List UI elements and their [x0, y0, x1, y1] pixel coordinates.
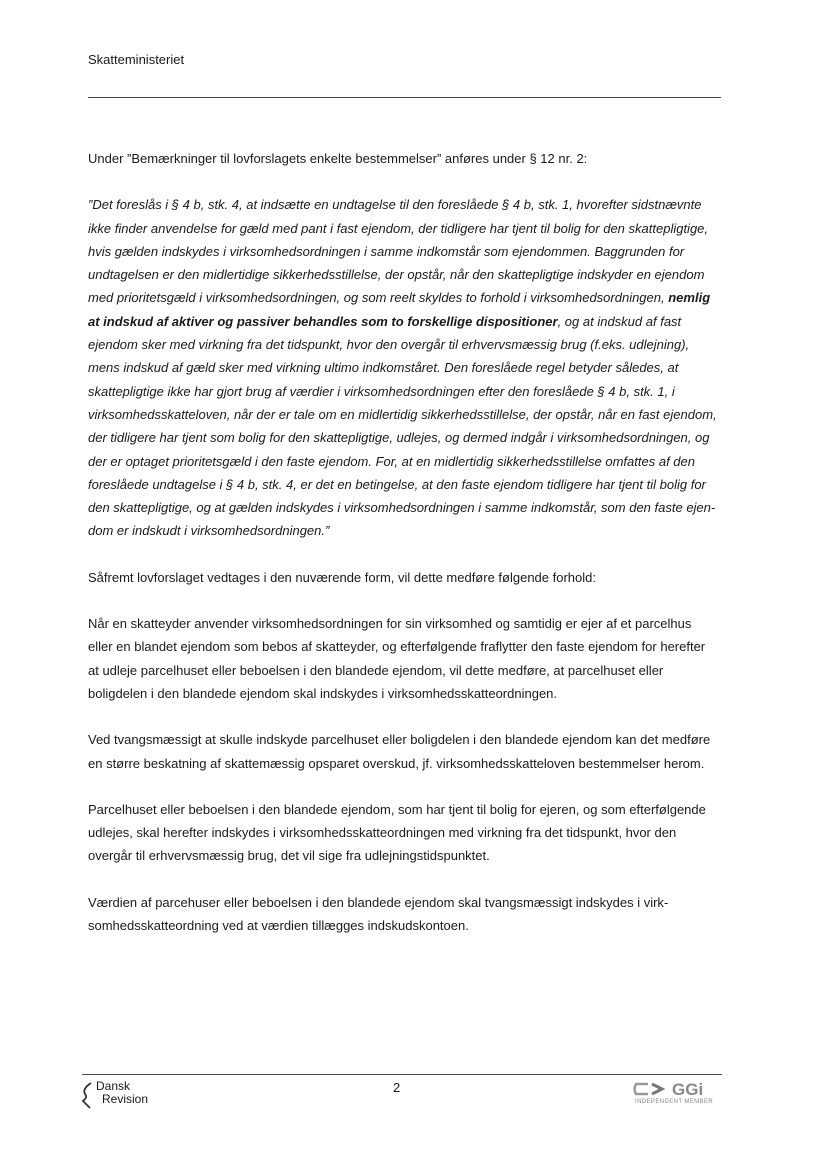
- ggi-subtitle: INDEPENDENT MEMBER: [635, 1099, 714, 1105]
- dansk-revision-mark-icon: [80, 1080, 96, 1110]
- quote-bold-emphasis: nemlig at indskud af aktiver og passiver behandles som to forskellige dispositioner: [88, 290, 711, 329]
- body-paragraph-5: Værdien af parcehuser eller beboelsen i den blandede ejendom skal tvangsmæssigt indskydes i virksomhedsskatteordning ved at værdien tillægges indskudskontoen.: [88, 894, 669, 934]
- body-paragraph-4: Parcelhuset eller beboelsen i den blandede ejendom, som har tjent til bolig for ejeren, og som efterfølgende udlejes, skal herefter indskydes i virksomhedsskatteordningen med virkning fra det tidspunkt, hvor den overgår til erhvervsmæssig brug, det vil sige fra udlejningstidspunktet.: [88, 801, 706, 864]
- intro-paragraph: Under ”Bemærkninger til lovforslagets enkelte bestemmelser” anføres under § 12 nr. 2:: [88, 151, 588, 166]
- dansk-revision-logo: [80, 1080, 170, 1110]
- ggi-mark-icon: [632, 1079, 722, 1099]
- quoted-paragraph: [88, 193, 718, 542]
- logo-text-dansk: Dansk: [96, 1079, 131, 1093]
- body-paragraph-2: Når en skatteyder anvender virksomhedsordningen for sin virksomhed og samtidig er ejer af et parcelhus eller en blandet ejendom som bebos af skatteyder, og efterfølgende fraflytter den faste ejendom for herefter at udleje parcelhuset eller beboelsen i den blandede ejendom, vil dette medføre, at parcelhuset eller boligdelen i den blandede ejendom skal indskydes i virksomhedsskatteordningen.: [88, 616, 706, 701]
- quote-text-part1: ”Det foreslås i § 4 b, stk. 4, at indsætte en undtagelse til den foreslåede § 4 b, stk. 1, hvorefter sidstnævnte ikke finder anvendelse for gæld med pant i fast ejendom, der tidligere har tjent til bolig for den skattepligtige, hvis gælden indskydes i virksomhedsordningen i samme indkomstår som ejendommen. Baggrunden for undtagelsen er den midlertidige sikkerhedsstillelse, der opstår, når den skattepligtige indskyder en ejendom med prioritetsgæld i virksomhedsordningen, og som reelt skyldes to forhold i virksomhedsordningen,: [88, 197, 709, 306]
- logo-text-revision: Revision: [102, 1092, 149, 1106]
- footer-divider: [82, 1074, 722, 1075]
- body-paragraph-3: Ved tvangsmæssigt at skulle indskyde parcelhuset eller boligdelen i den blandede ejendom kan det medføre en større beskatning af skattemæssig opsparet overskud, jf. virksomhedsskatteloven bestemmelser herom.: [88, 732, 711, 771]
- header-divider: [88, 97, 721, 98]
- header-title: Skatteministeriet: [88, 52, 185, 67]
- ggi-logo: [632, 1079, 724, 1113]
- document-body: [88, 147, 718, 960]
- ggi-mark-text: GGi: [672, 1080, 704, 1099]
- page-number: 2: [393, 1080, 401, 1095]
- body-paragraph-1: Såfremt lovforslaget vedtages i den nuværende form, vil dette medføre følgende forhold:: [88, 569, 596, 585]
- quote-text-part2: , og at indskud af fast ejendom sker med virkning fra det tidspunkt, hvor den overgår til erhvervsmæssig brug (f.eks. udlejning), mens indskud af gæld sker med virkning ultimo indkomståret. Den foreslåede regel betyder således, at skattepligtige ikke har gjort brug af værdier i virksomhedsordningen efter den foreslåede § 4 b, stk. 1, i virksomhedsskatteloven, når der er tale om en midlertidig sikkerhedsstillelse, der opstår, når en fast ejendom, der tidligere har tjent som bolig for den skattepligtige, udlejes, og dermed indgår i virksomhedsordningen, og der er optaget prioritetsgæld i den faste ejendom. For, at en midlertidig sikkerhedsstillelse omfattes af den foreslåede undtagelse i § 4 b, stk. 4, er det en betingelse, at den faste ejendom tidligere har tjent til bolig for den skattepligtige, og at gælden indskydes i virksomhedsordningen i samme indkomstår, som den faste ejendom er indskudt i virksomhedsordningen.”: [88, 313, 717, 539]
